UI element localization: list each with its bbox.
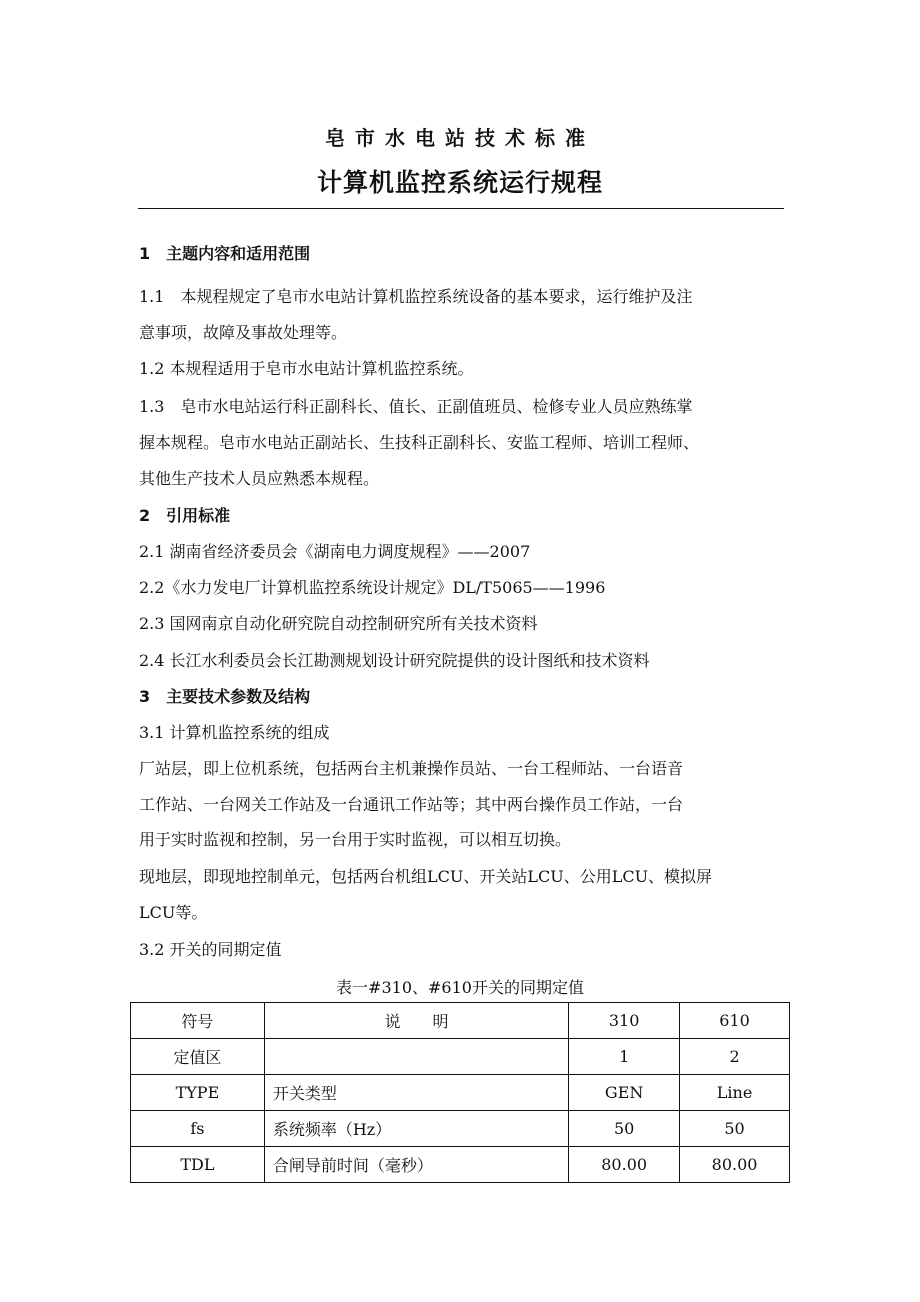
sync-settings-table [130,1002,790,1183]
paragraph-line: 1.3 皂市水电站运行科正副科长、值长、正副值班员、检修专业人员应熟练掌 [139,397,693,416]
table-cell: 50 [569,1111,680,1147]
table-cell: GEN [569,1075,680,1111]
table-cell: 系统频率（Hz） [264,1111,568,1147]
table-cell: 50 [680,1111,790,1147]
header-cell: 310 [569,1003,680,1039]
table-cell: Line [680,1075,790,1111]
header-cell: 610 [680,1003,790,1039]
table-cell: 合闸导前时间（毫秒） [264,1147,568,1183]
paragraph-line: 握本规程。皂市水电站正副站长、生技科正副科长、安监工程师、培训工程师、 [139,433,700,452]
table-row [131,1039,790,1075]
table-cell: TDL [131,1147,265,1183]
header-cell: 说 明 [264,1003,568,1039]
paragraph-line: 2.3 国网南京自动化研究院自动控制研究所有关技术资料 [139,614,538,633]
table-cell: TYPE [131,1075,265,1111]
header-cell: 符号 [131,1003,265,1039]
section-heading: 1 主题内容和适用范围 [139,244,311,263]
table-cell: 80.00 [680,1147,790,1183]
table-cell [264,1039,568,1075]
paragraph-line: 工作站、一台网关工作站及一台通讯工作站等；其中两台操作员工作站，一台 [139,795,684,814]
section-heading: 2 引用标准 [139,506,231,525]
paragraph-line: 2.2《水力发电厂计算机监控系统设计规定》DL/T5065——1996 [139,578,606,597]
document-title: 计算机监控系统运行规程 [316,168,603,197]
table-cell: 2 [680,1039,790,1075]
table-caption: 表一#310、#610开关的同期定值 [336,978,584,997]
table-row [131,1111,790,1147]
table-cell: 定值区 [131,1039,265,1075]
paragraph-line: 现地层，即现地控制单元，包括两台机组LCU、开关站LCU、公用LCU、模拟屏 [139,867,713,886]
paragraph-line: 厂站层，即上位机系统，包括两台主机兼操作员站、一台工程师站、一台语音 [139,759,684,778]
title-divider [138,208,784,209]
paragraph-line: 3.1 计算机监控系统的组成 [139,723,330,742]
paragraph-line: 3.2 开关的同期定值 [139,940,282,959]
paragraph-line: 2.4 长江水利委员会长江勘测规划设计研究院提供的设计图纸和技术资料 [139,651,650,670]
table-cell: 1 [569,1039,680,1075]
table-cell: 80.00 [569,1147,680,1183]
paragraph-line: 用于实时监视和控制，另一台用于实时监视，可以相互切换。 [139,830,572,849]
paragraph-line: 1.1 本规程规定了皂市水电站计算机监控系统设备的基本要求，运行维护及注 [139,287,693,306]
table-cell: 开关类型 [264,1075,568,1111]
paragraph-line: 意事项，故障及事故处理等。 [139,323,348,342]
section-heading: 3 主要技术参数及结构 [139,687,311,706]
table-row [131,1075,790,1111]
paragraph-line: 1.2 本规程适用于皂市水电站计算机监控系统。 [139,359,474,378]
org-title: 皂市水电站技术标准 [325,126,595,150]
paragraph-line: 2.1 湖南省经济委员会《湖南电力调度规程》——2007 [139,542,531,561]
paragraph-line: 其他生产技术人员应熟悉本规程。 [139,469,380,488]
table-cell: fs [131,1111,265,1147]
table-row [131,1147,790,1183]
paragraph-line: LCU等。 [139,903,208,922]
table-header-row [131,1003,790,1039]
